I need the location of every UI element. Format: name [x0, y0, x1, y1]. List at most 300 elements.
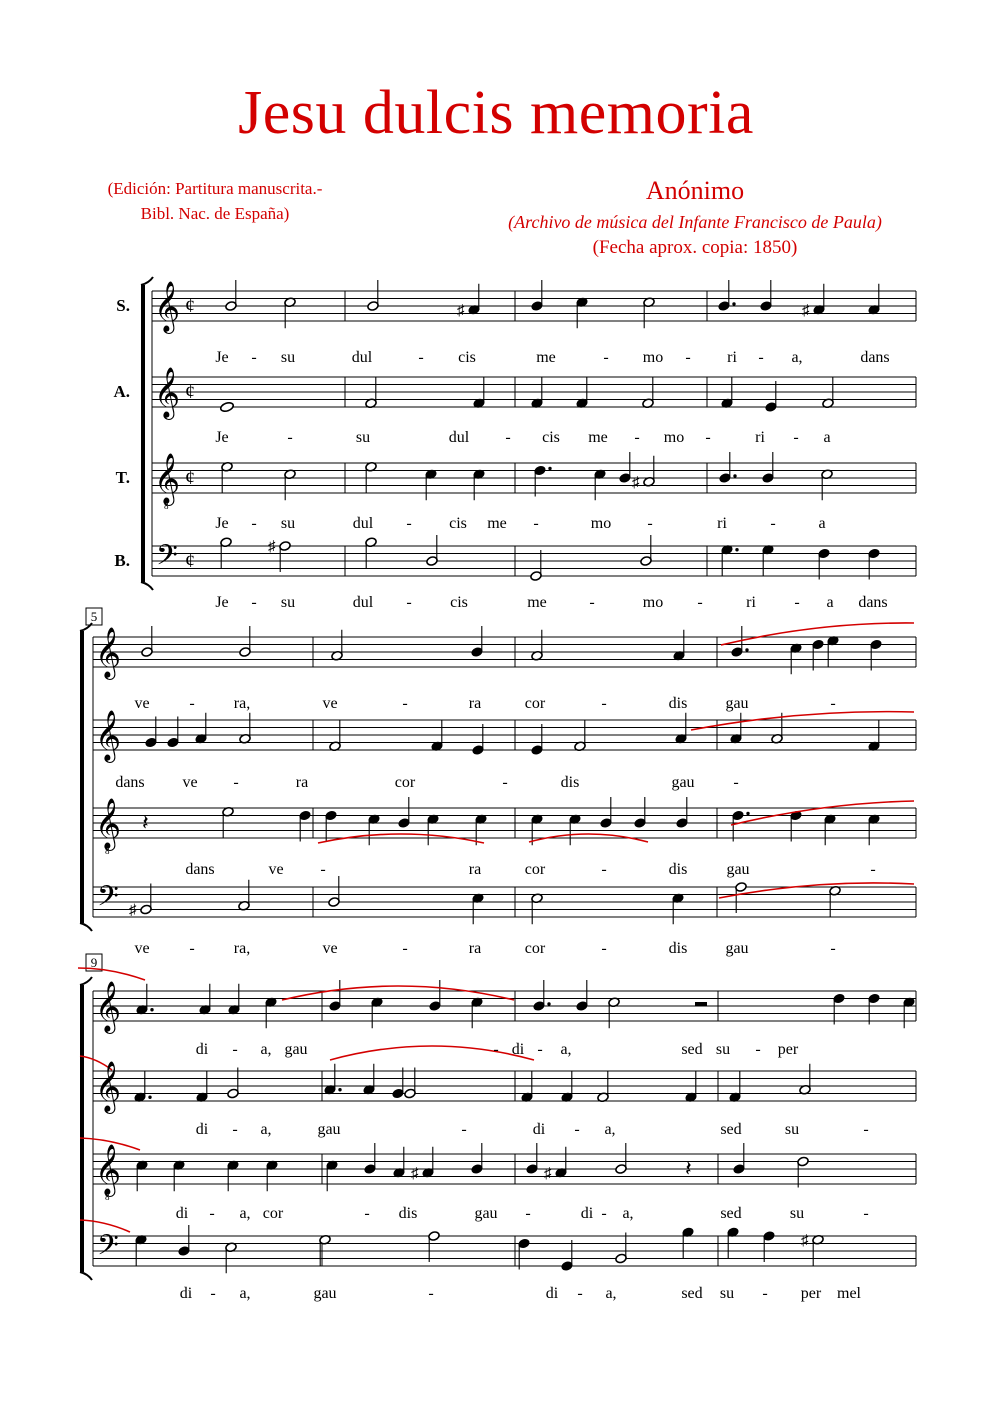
bracket-hook-bottom	[80, 923, 92, 931]
measure-number: 5	[90, 609, 98, 624]
lyric-syllable: di	[179, 1285, 193, 1302]
lyric-syllable: gau	[725, 940, 749, 957]
lyric-syllable: ri	[746, 594, 756, 611]
note	[199, 984, 211, 1015]
sharp-icon: ♯	[411, 1165, 419, 1182]
cut-time-icon: ¢	[185, 467, 195, 489]
note	[428, 1231, 440, 1262]
lyric-hyphen: -	[406, 594, 412, 611]
note	[640, 535, 652, 566]
note	[673, 630, 685, 661]
note	[597, 1071, 609, 1102]
note	[903, 997, 915, 1028]
editorial-slur	[318, 834, 484, 843]
note	[643, 456, 655, 487]
lyric-syllable: cis	[458, 349, 476, 366]
lyric-syllable: dul	[448, 429, 470, 446]
note	[569, 814, 581, 845]
treble-8vb-clef-icon: 𝄞	[95, 1145, 122, 1194]
note	[821, 469, 833, 500]
note	[167, 717, 179, 748]
edition-line-2: Bibl. Nac. de España)	[140, 204, 290, 223]
system-3	[78, 954, 916, 1280]
lyric-hyphen: -	[863, 1121, 869, 1138]
lyric-hyphen: -	[574, 1121, 580, 1138]
lyric-syllable: dis	[668, 695, 688, 712]
lyric-hyphen: -	[733, 774, 739, 791]
note	[732, 810, 750, 841]
note	[763, 1231, 775, 1262]
lyric-syllable: di	[532, 1121, 546, 1138]
note	[555, 1147, 567, 1178]
note	[765, 381, 777, 412]
note	[471, 997, 483, 1028]
lyric-hyphen: -	[232, 1041, 238, 1058]
note	[812, 639, 824, 670]
note	[721, 544, 739, 575]
lyric-syllable: dans	[115, 774, 145, 791]
note	[365, 461, 377, 492]
lyric-syllable: per	[800, 1285, 822, 1302]
voice-label: B.	[114, 551, 130, 570]
octave-marker: 8	[105, 1192, 110, 1202]
lyric-syllable: su	[280, 349, 296, 366]
note	[643, 297, 655, 328]
note	[733, 1143, 745, 1174]
note	[833, 993, 845, 1024]
lyric-syllable: cor	[524, 861, 546, 878]
note	[222, 806, 234, 837]
bracket-hook-top	[80, 977, 92, 985]
note	[518, 1238, 530, 1269]
note	[329, 720, 341, 751]
note	[140, 884, 152, 915]
lyric-syllable: mo	[663, 429, 685, 446]
bracket-hook-top	[141, 277, 153, 285]
note	[727, 1227, 739, 1258]
note	[868, 548, 880, 579]
lyric-hyphen: -	[863, 1205, 869, 1222]
note	[135, 1234, 147, 1265]
cut-time-icon: ¢	[185, 381, 195, 403]
note	[762, 544, 774, 575]
note	[719, 452, 737, 483]
note	[472, 893, 484, 924]
note	[365, 537, 377, 568]
lyric-hyphen: -	[210, 1285, 216, 1302]
note	[868, 993, 880, 1024]
note	[398, 797, 410, 828]
note	[178, 1225, 190, 1256]
lyric-syllable: ra	[468, 695, 482, 712]
lyric-syllable: Je	[215, 349, 229, 366]
lyric-hyphen: -	[525, 1205, 531, 1222]
lyric-hyphen: -	[589, 594, 595, 611]
lyric-syllable: ri	[727, 349, 737, 366]
lyric-syllable: gau	[725, 695, 749, 712]
lyric-hyphen: -	[402, 695, 408, 712]
lyric-syllable: a,	[239, 1285, 251, 1302]
editorial-slur	[731, 801, 914, 825]
lyric-syllable: mo	[642, 594, 664, 611]
note	[393, 1147, 405, 1178]
lyric-syllable: cor	[394, 774, 416, 791]
lyric-syllable: ve	[322, 695, 338, 712]
note	[299, 810, 311, 841]
note	[324, 1064, 342, 1095]
note	[721, 377, 733, 408]
lyric-hyphen: -	[251, 349, 257, 366]
note	[284, 297, 296, 328]
composer-name: Anónimo	[645, 176, 745, 205]
note	[221, 461, 233, 492]
note	[471, 1143, 483, 1174]
octave-marker: 8	[164, 501, 169, 511]
lyric-syllable: su	[719, 1285, 735, 1302]
note	[521, 1071, 533, 1102]
lyric-syllable: ra	[295, 774, 309, 791]
note	[404, 1068, 416, 1099]
note	[279, 541, 291, 572]
note	[576, 297, 588, 328]
lyric-syllable: gau	[671, 774, 695, 791]
note	[368, 814, 380, 845]
lyric-syllable: ra,	[233, 695, 251, 712]
treble-clef-icon: 𝄞	[154, 282, 181, 331]
augmentation-dot	[338, 1088, 341, 1091]
lyric-hyphen: -	[232, 1121, 238, 1138]
lyric-hyphen: -	[189, 940, 195, 957]
note	[319, 1234, 331, 1265]
note	[797, 1156, 809, 1187]
augmentation-dot	[746, 812, 749, 815]
staff-soprano	[93, 980, 916, 1028]
lyric-hyphen: -	[505, 429, 511, 446]
edition-line-1: (Edición: Partitura manuscrita.-	[107, 179, 323, 198]
lyric-syllable: dans	[860, 349, 890, 366]
lyric-syllable: di	[175, 1205, 189, 1222]
staff-bass	[93, 1225, 916, 1273]
voice-label: T.	[115, 468, 130, 487]
bass-clef-icon: 𝄢	[97, 882, 119, 919]
lyric-hyphen: -	[697, 594, 703, 611]
measure-number: 9	[90, 955, 98, 970]
lyric-hyphen: -	[830, 940, 836, 957]
lyric-syllable: ra,	[233, 940, 251, 957]
lyric-hyphen: -	[251, 515, 257, 532]
sharp-icon: ♯	[268, 539, 276, 555]
note	[822, 377, 834, 408]
staff-alto	[93, 1064, 916, 1103]
lyric-syllable: su	[789, 1205, 805, 1222]
note	[868, 720, 880, 751]
octave-marker: 8	[105, 846, 110, 856]
note	[472, 724, 484, 755]
lyric-syllable: Je	[215, 515, 229, 532]
note	[682, 1227, 694, 1258]
archive-source: (Archivo de música del Infante Francisco de Paula)	[508, 212, 882, 232]
lyric-syllable: sed	[681, 1041, 703, 1058]
lyric-hyphen: -	[794, 594, 800, 611]
lyric-hyphen: -	[601, 1205, 607, 1222]
augmentation-dot	[732, 302, 735, 305]
note	[195, 713, 207, 744]
treble-8vb-clef-icon: 𝄞	[154, 454, 181, 503]
lyric-hyphen: -	[758, 349, 764, 366]
lyric-hyphen: -	[603, 349, 609, 366]
lyric-hyphen: -	[647, 515, 653, 532]
lyric-syllable: gau	[284, 1041, 308, 1058]
lyric-syllable: gau	[317, 1121, 341, 1138]
note	[367, 280, 379, 311]
note	[227, 1160, 239, 1191]
lyric-hyphen: -	[755, 1041, 761, 1058]
treble-clef-icon: 𝄞	[154, 368, 181, 417]
lyric-hyphen: -	[418, 349, 424, 366]
lyric-hyphen: -	[493, 1041, 499, 1058]
note	[141, 626, 153, 657]
note	[615, 1143, 627, 1174]
note	[619, 452, 631, 483]
note	[329, 980, 341, 1011]
lyric-hyphen: -	[364, 1205, 370, 1222]
lyric-syllable: ve	[134, 940, 150, 957]
lyric-syllable: ve	[268, 861, 284, 878]
lyric-hyphen: -	[209, 1205, 215, 1222]
lyric-syllable: su	[355, 429, 371, 446]
lyric-hyphen: -	[577, 1285, 583, 1302]
note	[326, 1160, 338, 1191]
note	[429, 980, 441, 1011]
note	[695, 1002, 707, 1006]
note	[676, 797, 688, 828]
lyric-syllable: ra	[468, 861, 482, 878]
note	[576, 377, 588, 408]
lyric-syllable: me	[588, 429, 608, 446]
cut-time-icon: ¢	[185, 550, 195, 572]
lyric-syllable: mel	[837, 1285, 861, 1302]
note	[827, 635, 839, 666]
note	[685, 1071, 697, 1102]
note	[196, 1071, 208, 1102]
note	[818, 548, 830, 579]
note	[790, 810, 802, 841]
lyric-syllable: gau	[726, 861, 750, 878]
lyric-hyphen: -	[406, 515, 412, 532]
lyric-syllable: a,	[622, 1205, 634, 1222]
lyric-hyphen: -	[685, 349, 691, 366]
staff-tenor	[93, 797, 916, 845]
lyric-hyphen: -	[402, 940, 408, 957]
half-rest-icon	[695, 1002, 707, 1006]
cut-time-icon: ¢	[185, 295, 195, 317]
note	[365, 377, 377, 408]
editorial-slur	[78, 968, 145, 980]
note	[325, 810, 337, 841]
note	[735, 882, 747, 913]
note	[675, 713, 687, 744]
lyric-syllable: su	[280, 515, 296, 532]
note	[561, 1071, 573, 1102]
note	[173, 1160, 185, 1191]
note	[238, 880, 250, 911]
note	[829, 885, 841, 916]
staff-alto	[93, 713, 916, 756]
bracket-hook-bottom	[80, 1272, 92, 1280]
lyric-hyphen: -	[428, 1285, 434, 1302]
note	[576, 980, 588, 1011]
note	[371, 997, 383, 1028]
note	[531, 893, 543, 924]
note	[471, 626, 483, 657]
note	[145, 717, 157, 748]
note	[473, 377, 485, 408]
lyric-syllable: dans	[858, 594, 888, 611]
note	[239, 713, 251, 744]
lyric-hyphen: -	[502, 774, 508, 791]
lyric-syllable: di	[511, 1041, 525, 1058]
augmentation-dot	[735, 548, 738, 551]
note	[426, 535, 438, 566]
staff-tenor	[93, 1143, 916, 1191]
staff-soprano	[93, 626, 916, 674]
lyric-hyphen: -	[287, 429, 293, 446]
lyric-syllable: su	[784, 1121, 800, 1138]
lyric-syllable: a,	[260, 1121, 272, 1138]
lyric-syllable: ve	[182, 774, 198, 791]
lyric-syllable: mo	[590, 515, 612, 532]
note	[729, 1071, 741, 1102]
lyric-hyphen: -	[793, 429, 799, 446]
note	[870, 639, 882, 670]
staff-tenor	[152, 452, 916, 500]
lyric-syllable: per	[777, 1041, 799, 1058]
note	[531, 724, 543, 755]
sharp-icon: ♯	[129, 902, 137, 919]
note	[134, 1071, 152, 1102]
staff-bass	[93, 876, 916, 924]
note	[363, 1064, 375, 1095]
lyric-syllable: cis	[450, 594, 468, 611]
lyric-syllable: di	[195, 1121, 209, 1138]
note	[533, 980, 551, 1011]
note	[136, 1160, 148, 1191]
sharp-icon: ♯	[457, 302, 465, 319]
note	[239, 626, 251, 657]
lyric-syllable: gau	[474, 1205, 498, 1222]
lyric-hyphen: -	[770, 515, 776, 532]
lyric-syllable: cor	[262, 1205, 284, 1222]
note	[220, 537, 232, 568]
lyric-syllable: dis	[398, 1205, 418, 1222]
notehead	[220, 401, 235, 413]
voice-label: S.	[116, 296, 130, 315]
lyric-syllable: me	[487, 515, 507, 532]
note	[642, 377, 654, 408]
lyric-syllable: a,	[604, 1121, 616, 1138]
note	[813, 284, 825, 315]
lyric-syllable: ve	[322, 940, 338, 957]
note	[790, 643, 802, 674]
lyric-syllable: sed	[720, 1121, 742, 1138]
lyric-syllable: Je	[215, 594, 229, 611]
note	[634, 797, 646, 828]
note	[561, 1240, 573, 1271]
treble-clef-icon: 𝄞	[95, 1062, 122, 1111]
treble-8vb-clef-icon: 𝄞	[95, 799, 122, 848]
note	[225, 1242, 237, 1273]
note	[473, 469, 485, 500]
treble-clef-icon: 𝄞	[95, 982, 122, 1031]
lyric-syllable: dans	[185, 861, 215, 878]
lyric-syllable: dis	[668, 861, 688, 878]
lyric-hyphen: -	[601, 861, 607, 878]
note	[868, 284, 880, 315]
note	[266, 1160, 278, 1191]
lyric-syllable: su	[280, 594, 296, 611]
lyric-hyphen: -	[830, 695, 836, 712]
lyric-syllable: a,	[791, 349, 803, 366]
augmentation-dot	[548, 467, 551, 470]
lyric-hyphen: -	[601, 695, 607, 712]
note	[531, 280, 543, 311]
lyric-syllable: a	[826, 594, 834, 611]
note	[718, 280, 736, 311]
lyric-syllable: di	[580, 1205, 594, 1222]
note	[672, 893, 684, 924]
note	[594, 469, 606, 500]
page-title: Jesu dulcis memoria	[238, 79, 754, 147]
lyric-syllable: cis	[449, 515, 467, 532]
lyric-hyphen: -	[320, 861, 326, 878]
bass-clef-icon: 𝄢	[97, 1231, 119, 1268]
note	[531, 630, 543, 661]
lyric-hyphen: -	[601, 940, 607, 957]
note	[824, 814, 836, 845]
note	[427, 814, 439, 845]
treble-clef-icon: 𝄞	[95, 711, 122, 760]
note	[328, 876, 340, 907]
lyric-syllable: ri	[755, 429, 765, 446]
lyric-syllable: mo	[642, 349, 664, 366]
quarter-rest-icon: 𝄽	[142, 810, 149, 835]
staff-bass	[152, 535, 916, 581]
note	[331, 630, 343, 661]
note	[762, 452, 774, 483]
note	[534, 465, 552, 496]
lyric-hyphen: -	[233, 774, 239, 791]
note	[468, 284, 480, 315]
system-2	[80, 608, 916, 931]
lyric-syllable: dis	[668, 940, 688, 957]
bracket-hook-bottom	[141, 582, 153, 590]
lyric-syllable: a	[823, 429, 831, 446]
note	[615, 1233, 627, 1264]
bass-clef-icon: 𝄢	[156, 541, 178, 578]
note	[530, 550, 542, 581]
lyric-syllable: a,	[560, 1041, 572, 1058]
note	[475, 814, 487, 845]
lyric-hyphen: -	[533, 515, 539, 532]
lyric-syllable: me	[527, 594, 547, 611]
lyric-hyphen: -	[762, 1285, 768, 1302]
lyric-hyphen: -	[189, 695, 195, 712]
lyric-syllable: me	[536, 349, 556, 366]
sharp-icon: ♯	[632, 474, 640, 491]
note	[799, 1064, 811, 1095]
lyric-hyphen: -	[634, 429, 640, 446]
treble-clef-icon: 𝄞	[95, 628, 122, 677]
